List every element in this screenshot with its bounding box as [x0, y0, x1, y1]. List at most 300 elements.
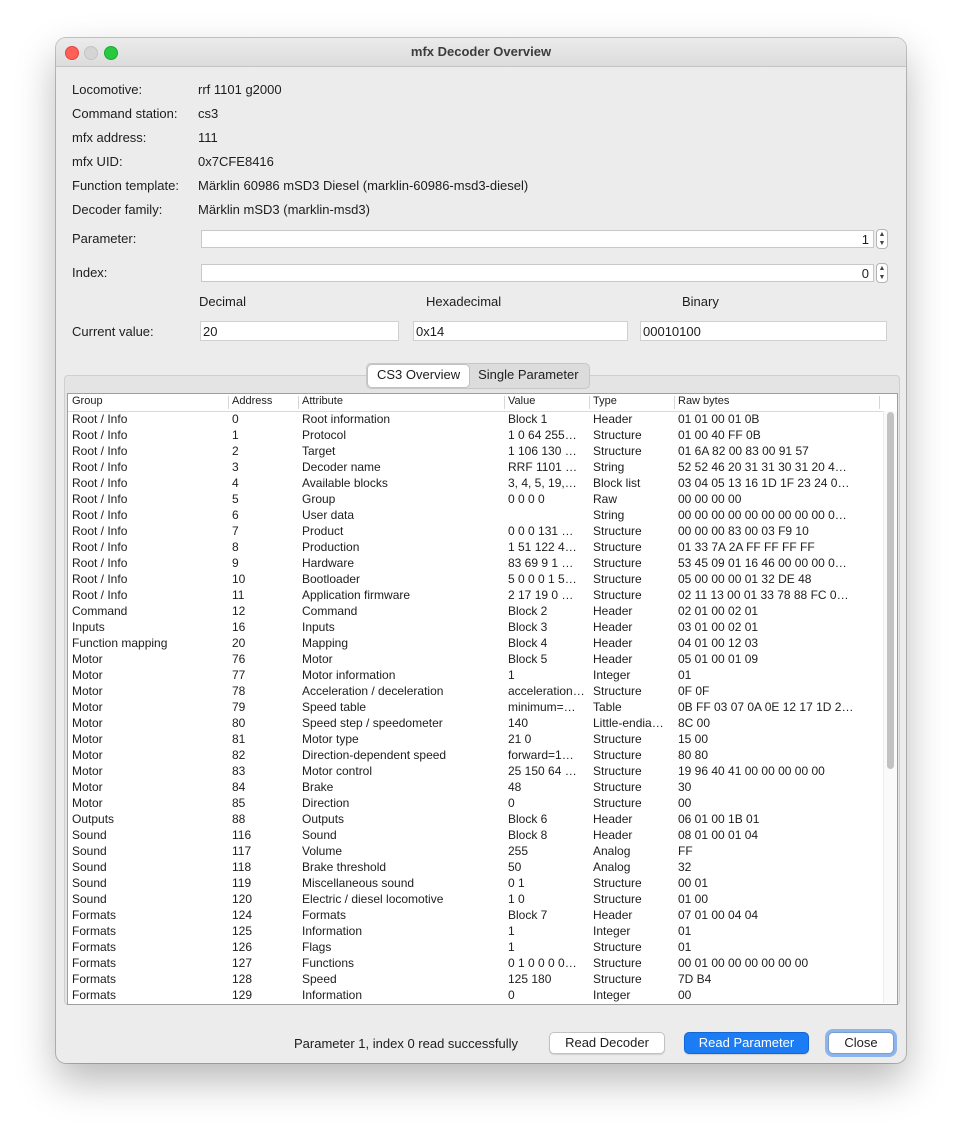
cell-type: Structure	[593, 796, 642, 810]
cell-address: 125	[232, 924, 253, 938]
cell-value: Block 7	[508, 908, 548, 922]
cell-attribute: Direction-dependent speed	[302, 748, 447, 762]
cell-value: Block 1	[508, 412, 548, 426]
cell-address: 9	[232, 556, 239, 570]
cell-group: Motor	[72, 700, 103, 714]
cell-type: Structure	[593, 748, 642, 762]
cell-raw-bytes: 80 80	[678, 748, 709, 762]
cell-address: 4	[232, 476, 239, 490]
index-label: Index:	[72, 265, 108, 280]
cell-value: RRF 1101 …	[508, 460, 578, 474]
cell-group: Sound	[72, 860, 107, 874]
table-row[interactable]	[68, 507, 883, 523]
decimal-header: Decimal	[199, 294, 246, 309]
table-row[interactable]	[68, 747, 883, 763]
cell-raw-bytes: 06 01 00 1B 01	[678, 812, 760, 826]
cell-value: Block 6	[508, 812, 548, 826]
table-row[interactable]	[68, 779, 883, 795]
column-divider[interactable]	[504, 396, 505, 409]
table-row[interactable]	[68, 491, 883, 507]
cell-address: 82	[232, 748, 246, 762]
window-title: mfx Decoder Overview	[410, 44, 552, 59]
cell-raw-bytes: 52 52 46 20 31 31 30 31 20 4…	[678, 460, 847, 474]
info-label: Command station:	[72, 106, 178, 121]
cell-group: Formats	[72, 924, 117, 938]
cell-address: 79	[232, 700, 246, 714]
cell-address: 80	[232, 716, 246, 730]
cell-attribute: Motor control	[302, 764, 373, 778]
cell-group: Motor	[72, 684, 103, 698]
cell-raw-bytes: 00 01 00 00 00 00 00 00	[678, 956, 809, 970]
info-value: cs3	[198, 106, 219, 121]
cell-group: Root / Info	[72, 508, 128, 522]
cell-value: Block 4	[508, 636, 548, 650]
column-divider[interactable]	[228, 396, 229, 409]
cell-attribute: Motor	[302, 652, 333, 666]
cell-attribute: Mapping	[302, 636, 349, 650]
cell-value: 0 0 0 0	[508, 492, 545, 506]
cell-group: Sound	[72, 828, 107, 842]
cell-group: Root / Info	[72, 540, 128, 554]
info-value: 0x7CFE8416	[198, 154, 274, 169]
cell-address: 78	[232, 684, 246, 698]
cell-address: 129	[232, 988, 253, 1002]
table-row[interactable]	[68, 699, 883, 715]
cell-attribute: Speed step / speedometer	[302, 716, 443, 730]
cell-raw-bytes: 01 33 7A 2A FF FF FF FF	[678, 540, 815, 554]
cell-group: Formats	[72, 956, 117, 970]
cell-group: Motor	[72, 764, 103, 778]
cell-address: 124	[232, 908, 253, 922]
info-label: mfx UID:	[72, 154, 123, 169]
title-bar	[56, 38, 906, 67]
cell-attribute: Decoder name	[302, 460, 381, 474]
cell-attribute: Outputs	[302, 812, 345, 826]
table-header	[68, 394, 897, 412]
table-row[interactable]	[68, 731, 883, 747]
cell-raw-bytes: 19 96 40 41 00 00 00 00 00	[678, 764, 825, 778]
cell-attribute: Speed	[302, 972, 337, 986]
cell-type: Structure	[593, 524, 642, 538]
decimal-field[interactable]: 20	[200, 321, 399, 341]
cell-type: Structure	[593, 956, 642, 970]
cell-attribute: Electric / diesel locomotive	[302, 892, 444, 906]
cell-raw-bytes: 02 11 13 00 01 33 78 88 FC 0…	[678, 588, 849, 602]
cell-type: Structure	[593, 780, 642, 794]
table-row[interactable]	[68, 475, 883, 491]
cell-raw-bytes: 00 00 00 00 00 00 00 00 00 0…	[678, 508, 847, 522]
scrollbar-thumb[interactable]	[887, 412, 894, 769]
chevron-down-icon[interactable]: ▼	[878, 240, 886, 247]
cell-group: Root / Info	[72, 572, 128, 586]
cell-type: Structure	[593, 764, 642, 778]
table-row[interactable]	[68, 715, 883, 731]
cell-type: Structure	[593, 684, 642, 698]
cell-type: Header	[593, 652, 633, 666]
cell-type: Structure	[593, 556, 642, 570]
cell-group: Sound	[72, 892, 107, 906]
cell-raw-bytes: 05 01 00 01 09	[678, 652, 759, 666]
table-body	[68, 411, 883, 1003]
cell-group: Formats	[72, 988, 117, 1002]
cell-type: Structure	[593, 588, 642, 602]
table-row[interactable]	[68, 603, 883, 619]
cell-attribute: Inputs	[302, 620, 335, 634]
cell-address: 118	[232, 860, 252, 874]
info-value: Märklin 60986 mSD3 Diesel (marklin-60986-msd3-diesel)	[198, 178, 529, 193]
close-button[interactable]: Close	[828, 1032, 894, 1054]
cell-type: Header	[593, 828, 633, 842]
cell-attribute: Product	[302, 524, 344, 538]
cell-attribute: Protocol	[302, 428, 347, 442]
cell-value: 48	[508, 780, 522, 794]
chevron-down-icon[interactable]: ▼	[878, 274, 886, 281]
cell-raw-bytes: 03 04 05 13 16 1D 1F 23 24 0…	[678, 476, 850, 490]
info-value: Märklin mSD3 (marklin-msd3)	[198, 202, 370, 217]
cell-attribute: Production	[302, 540, 360, 554]
cell-address: 5	[232, 492, 239, 506]
table-row[interactable]	[68, 859, 883, 875]
cell-attribute: Available blocks	[302, 476, 388, 490]
info-label: Function template:	[72, 178, 179, 193]
cell-raw-bytes: 8C 00	[678, 716, 711, 730]
cell-attribute: Root information	[302, 412, 391, 426]
cell-type: Header	[593, 636, 633, 650]
vertical-scrollbar[interactable]	[883, 411, 897, 1003]
table-row[interactable]	[68, 987, 883, 1003]
cell-value: 50	[508, 860, 522, 874]
table-row[interactable]	[68, 571, 883, 587]
cell-address: 6	[232, 508, 239, 522]
table-row[interactable]	[68, 875, 883, 891]
hexadecimal-field[interactable]: 0x14	[413, 321, 628, 341]
cell-raw-bytes: 01	[678, 668, 692, 682]
cell-type: Structure	[593, 972, 642, 986]
table-row[interactable]	[68, 939, 883, 955]
table-row[interactable]	[68, 427, 883, 443]
cell-raw-bytes: 7D B4	[678, 972, 712, 986]
cell-type: Table	[593, 700, 622, 714]
cell-type: Little-endia…	[593, 716, 664, 730]
tab-cs3-overview[interactable]: CS3 Overview	[368, 365, 469, 387]
cell-value: 0	[508, 988, 515, 1002]
read-parameter-button[interactable]: Read Parameter	[684, 1032, 809, 1054]
cell-attribute: Miscellaneous sound	[302, 876, 415, 890]
index-stepper[interactable]	[876, 263, 888, 283]
cell-group: Sound	[72, 876, 107, 890]
decoder-table	[67, 393, 898, 1005]
column-header-value[interactable]: Value	[508, 395, 536, 407]
table-row[interactable]	[68, 891, 883, 907]
cell-value: 1 106 130 …	[508, 444, 577, 458]
cell-type: Structure	[593, 444, 642, 458]
read-decoder-button[interactable]: Read Decoder	[549, 1032, 665, 1054]
column-header-address[interactable]: Address	[232, 395, 273, 407]
cell-type: Integer	[593, 988, 631, 1002]
cell-type: Header	[593, 812, 633, 826]
table-row[interactable]	[68, 811, 883, 827]
column-divider[interactable]	[879, 396, 880, 409]
cell-value: acceleration…	[508, 684, 585, 698]
cell-raw-bytes: 30	[678, 780, 692, 794]
cell-address: 126	[232, 940, 253, 954]
cell-address: 85	[232, 796, 246, 810]
cell-address: 116	[232, 828, 252, 842]
cell-address: 11	[232, 588, 245, 602]
cell-address: 3	[232, 460, 239, 474]
cell-type: Structure	[593, 732, 642, 746]
cell-raw-bytes: 07 01 00 04 04	[678, 908, 759, 922]
cell-value: Block 5	[508, 652, 548, 666]
cell-raw-bytes: 00	[678, 988, 692, 1002]
cell-attribute: Direction	[302, 796, 350, 810]
cell-attribute: Application firmware	[302, 588, 411, 602]
cell-value: 0 1 0 0 0 0…	[508, 956, 577, 970]
cell-type: Raw	[593, 492, 618, 506]
cell-value: forward=1…	[508, 748, 574, 762]
cell-group: Root / Info	[72, 556, 128, 570]
cell-raw-bytes: 04 01 00 12 03	[678, 636, 759, 650]
table-row[interactable]	[68, 971, 883, 987]
cell-raw-bytes: 00 00 00 00	[678, 492, 742, 506]
table-row[interactable]	[68, 651, 883, 667]
cell-value: Block 2	[508, 604, 548, 618]
cell-raw-bytes: 03 01 00 02 01	[678, 620, 759, 634]
table-row[interactable]	[68, 539, 883, 555]
cell-attribute: Brake threshold	[302, 860, 387, 874]
chevron-up-icon[interactable]: ▲	[878, 231, 886, 238]
cell-raw-bytes: 00	[678, 796, 692, 810]
binary-header: Binary	[682, 294, 719, 309]
hexadecimal-header: Hexadecimal	[426, 294, 502, 309]
cell-attribute: Group	[302, 492, 336, 506]
parameter-stepper[interactable]	[876, 229, 888, 249]
table-row[interactable]	[68, 795, 883, 811]
cell-group: Motor	[72, 732, 103, 746]
cell-group: Motor	[72, 780, 103, 794]
cell-value: minimum=…	[508, 700, 576, 714]
cell-type: Structure	[593, 876, 642, 890]
cell-address: 81	[232, 732, 246, 746]
cell-value: 25 150 64 …	[508, 764, 577, 778]
cell-attribute: Bootloader	[302, 572, 361, 586]
cell-type: String	[593, 460, 625, 474]
cell-type: Header	[593, 604, 633, 618]
cell-type: Structure	[593, 892, 642, 906]
column-divider[interactable]	[298, 396, 299, 409]
info-label: mfx address:	[72, 130, 147, 145]
cell-attribute: Volume	[302, 844, 343, 858]
cell-address: 88	[232, 812, 246, 826]
cell-type: Integer	[593, 924, 631, 938]
cell-value: 0 0 0 131 …	[508, 524, 574, 538]
cell-group: Root / Info	[72, 460, 128, 474]
cell-group: Root / Info	[72, 412, 128, 426]
cell-raw-bytes: 15 00	[678, 732, 709, 746]
cell-group: Formats	[72, 908, 117, 922]
column-header-attribute[interactable]: Attribute	[302, 395, 343, 407]
cell-raw-bytes: 01 01 00 01 0B	[678, 412, 760, 426]
cell-type: Analog	[593, 844, 631, 858]
cell-group: Motor	[72, 748, 103, 762]
cell-type: Header	[593, 908, 633, 922]
table-row[interactable]	[68, 587, 883, 603]
cell-address: 2	[232, 444, 239, 458]
column-header-raw-bytes[interactable]: Raw bytes	[678, 395, 730, 407]
cell-address: 0	[232, 412, 239, 426]
table-row[interactable]	[68, 555, 883, 571]
cell-address: 12	[232, 604, 246, 618]
cell-attribute: Sound	[302, 828, 337, 842]
table-row[interactable]	[68, 843, 883, 859]
cell-value: 0 1	[508, 876, 525, 890]
cell-address: 117	[232, 844, 252, 858]
table-row[interactable]	[68, 955, 883, 971]
cell-type: Block list	[593, 476, 641, 490]
cell-address: 119	[232, 876, 252, 890]
table-row[interactable]	[68, 827, 883, 843]
cell-type: Integer	[593, 668, 631, 682]
cell-attribute: Information	[302, 988, 363, 1002]
cell-group: Root / Info	[72, 492, 128, 506]
cell-group: Motor	[72, 668, 103, 682]
table-row[interactable]	[68, 459, 883, 475]
cell-address: 10	[232, 572, 246, 586]
cell-raw-bytes: 05 00 00 00 01 32 DE 48	[678, 572, 812, 586]
cell-raw-bytes: 01	[678, 924, 692, 938]
tab-single-parameter[interactable]: Single Parameter	[478, 367, 579, 382]
parameter-input[interactable]: 1	[201, 230, 874, 248]
cell-value: 1 0	[508, 892, 525, 906]
cell-attribute: Information	[302, 924, 363, 938]
info-value: 111	[198, 130, 218, 145]
cell-address: 7	[232, 524, 239, 538]
table-row[interactable]	[68, 619, 883, 635]
cell-type: Header	[593, 620, 633, 634]
cell-raw-bytes: 0F 0F	[678, 684, 710, 698]
cell-value: 21 0	[508, 732, 532, 746]
cell-type: Structure	[593, 940, 642, 954]
parameter-label: Parameter:	[72, 231, 137, 246]
cell-raw-bytes: 01 00 40 FF 0B	[678, 428, 761, 442]
cell-group: Outputs	[72, 812, 115, 826]
cell-group: Root / Info	[72, 428, 128, 442]
cell-group: Root / Info	[72, 588, 128, 602]
current-value-label: Current value:	[72, 324, 154, 339]
cell-value: 83 69 9 1 …	[508, 556, 574, 570]
cell-address: 128	[232, 972, 253, 986]
cell-address: 127	[232, 956, 253, 970]
info-label: Decoder family:	[72, 202, 163, 217]
cell-value: 1 0 64 255…	[508, 428, 577, 442]
table-row[interactable]	[68, 443, 883, 459]
cell-attribute: Motor information	[302, 668, 396, 682]
cell-group: Formats	[72, 972, 117, 986]
cell-attribute: Motor type	[302, 732, 359, 746]
cell-group: Motor	[72, 796, 103, 810]
cell-value: 5 0 0 0 1 5…	[508, 572, 577, 586]
cell-group: Function mapping	[72, 636, 168, 650]
table-row[interactable]	[68, 683, 883, 699]
cell-attribute: Command	[302, 604, 358, 618]
table-row[interactable]	[68, 523, 883, 539]
cell-raw-bytes: 08 01 00 01 04	[678, 828, 759, 842]
cell-attribute: Formats	[302, 908, 347, 922]
index-input[interactable]: 0	[201, 264, 874, 282]
cell-group: Root / Info	[72, 476, 128, 490]
cell-attribute: Target	[302, 444, 336, 458]
column-header-group[interactable]: Group	[72, 395, 103, 407]
cell-attribute: Flags	[302, 940, 332, 954]
cell-value: 1	[508, 668, 515, 682]
cell-address: 120	[232, 892, 253, 906]
cell-raw-bytes: 32	[678, 860, 692, 874]
cell-group: Inputs	[72, 620, 105, 634]
table-row[interactable]	[68, 923, 883, 939]
cell-value: 3, 4, 5, 19,…	[508, 476, 577, 490]
cell-value: 125 180	[508, 972, 552, 986]
cell-group: Command	[72, 604, 128, 618]
cell-group: Motor	[72, 652, 103, 666]
cell-address: 16	[232, 620, 246, 634]
status-message: Parameter 1, index 0 read successfully	[294, 1036, 518, 1051]
chevron-up-icon[interactable]: ▲	[878, 265, 886, 272]
cell-group: Root / Info	[72, 444, 128, 458]
table-row[interactable]	[68, 411, 883, 427]
cell-attribute: Functions	[302, 956, 355, 970]
cell-raw-bytes: 53 45 09 01 16 46 00 00 00 0…	[678, 556, 847, 570]
table-row[interactable]	[68, 763, 883, 779]
cell-value: 0	[508, 796, 515, 810]
cell-type: Analog	[593, 860, 631, 874]
cell-value: Block 3	[508, 620, 548, 634]
cell-value: 1	[508, 924, 515, 938]
binary-field[interactable]: 00010100	[640, 321, 887, 341]
cell-value: 2 17 19 0 …	[508, 588, 574, 602]
table-row[interactable]	[68, 635, 883, 651]
table-row[interactable]	[68, 667, 883, 683]
cell-raw-bytes: 01 6A 82 00 83 00 91 57	[678, 444, 809, 458]
cell-value: 1 51 122 4…	[508, 540, 577, 554]
cell-attribute: Hardware	[302, 556, 355, 570]
column-divider[interactable]	[674, 396, 675, 409]
cell-attribute: Brake	[302, 780, 334, 794]
column-header-type[interactable]: Type	[593, 395, 617, 407]
cell-raw-bytes: 00 01	[678, 876, 709, 890]
cell-value: 1	[508, 940, 515, 954]
column-divider[interactable]	[589, 396, 590, 409]
cell-type: Structure	[593, 428, 642, 442]
cell-raw-bytes: 0B FF 03 07 0A 0E 12 17 1D 2…	[678, 700, 854, 714]
info-value: rrf 1101 g2000	[198, 82, 282, 97]
cell-type: Structure	[593, 540, 642, 554]
cell-type: Structure	[593, 572, 642, 586]
cell-raw-bytes: FF	[678, 844, 693, 858]
cell-attribute: User data	[302, 508, 355, 522]
cell-address: 83	[232, 764, 246, 778]
cell-type: String	[593, 508, 625, 522]
cell-address: 77	[232, 668, 246, 682]
decoder-overview-window	[56, 38, 906, 1063]
cell-raw-bytes: 01	[678, 940, 692, 954]
cell-address: 20	[232, 636, 246, 650]
cell-attribute: Acceleration / deceleration	[302, 684, 444, 698]
cell-address: 1	[232, 428, 239, 442]
cell-type: Header	[593, 412, 633, 426]
table-row[interactable]	[68, 907, 883, 923]
cell-raw-bytes: 01 00	[678, 892, 709, 906]
cell-value: Block 8	[508, 828, 548, 842]
